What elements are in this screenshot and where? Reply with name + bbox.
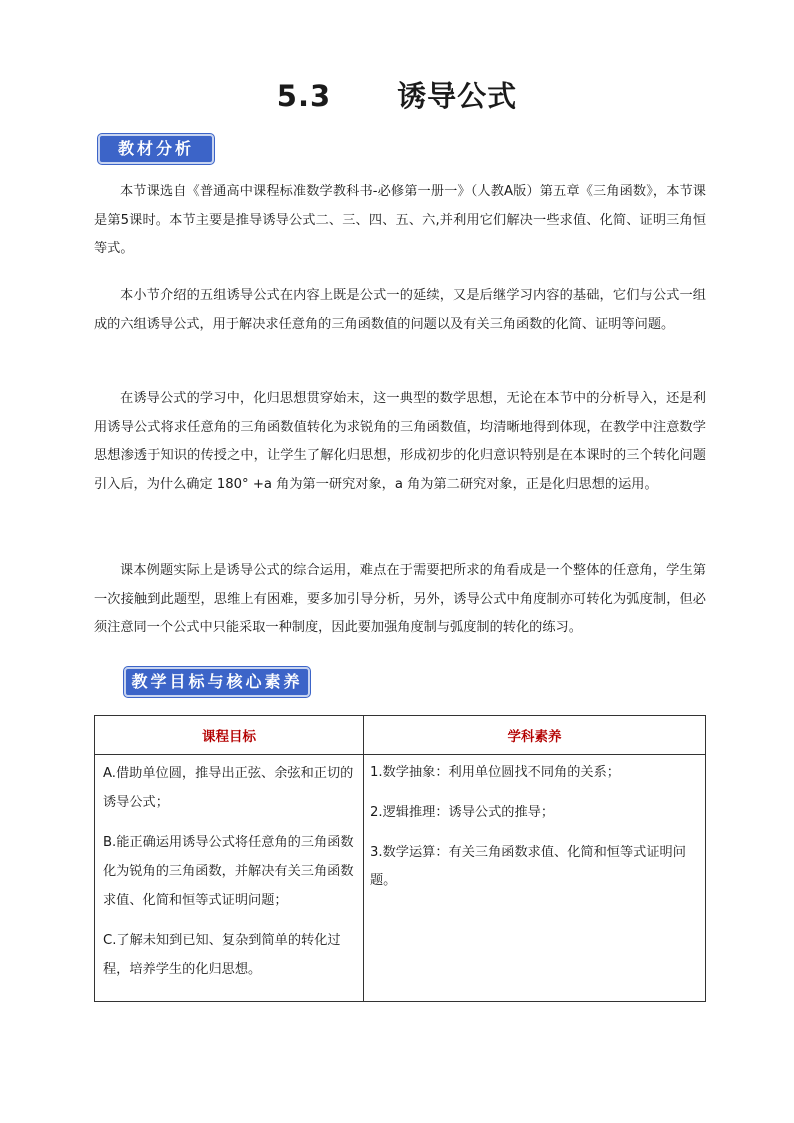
core-item-2: 2.逻辑推理：诱导公式的推导；	[370, 805, 555, 820]
header-course-goals: 课程目标	[95, 716, 364, 755]
paragraph-4: 课本例题实际上是诱导公式的综合运用，难点在于需要把所求的角看成是一个整体的任意角，学生第一次接触到此题型，思维上有困难，要多加引导分析，另外，诱导公式中角度制亦可转化为弧度制，但必须注意同一个公式中只能采取一种制度，因此要加强角度制与弧度制的转化的练习。	[94, 563, 706, 635]
core-item-1: 1.数学抽象：利用单位圆找不同角的关系；	[370, 765, 620, 780]
course-goals-cell	[95, 755, 364, 1002]
header-core-literacy: 学科素养	[364, 716, 706, 755]
page-title	[0, 74, 794, 114]
section-number: 5.3	[276, 79, 332, 113]
goals-table	[94, 715, 706, 1002]
section-tag-analysis: 教材分析	[98, 134, 214, 164]
paragraph-1: 本节课选自《普通高中课程标准数学教科书-必修第一册一》（人教A版）第五章《三角函数》，本节课是第5课时。本节主要是推导诱导公式二、三、四、五、六,并利用它们解决一些求值、化简、证明三角恒等式。	[94, 184, 706, 256]
core-item-3: 3.数学运算：有关三角函数求值、化简和恒等式证明问题。	[370, 845, 686, 888]
title-text: 诱导公式	[397, 79, 518, 113]
paragraph-3: 在诱导公式的学习中，化归思想贯穿始末，这一典型的数学思想，无论在本节中的分析导入，还是利用诱导公式将求任意角的三角函数值转化为求锐角的三角函数值，均清晰地得到体现，在教学中注意数学思想渗透于知识的传授之中，让学生了解化归思想，形成初步的化归意识特别是在本课时的三个转化问题引入后，为什么确定 180° +a 角为第一研究对象，a 角为第二研究对象，正是化归思想的运用。	[94, 391, 706, 492]
core-literacy-cell	[364, 755, 706, 1002]
goal-item-a: A.借助单位圆，推导出正弦、余弦和正切的诱导公式；	[103, 766, 354, 810]
paragraph-2: 本小节介绍的五组诱导公式在内容上既是公式一的延续，又是后继学习内容的基础，它们与公式一组成的六组诱导公式，用于解决求任意角的三角函数值的问题以及有关三角函数的化简、证明等问题。	[94, 288, 706, 332]
section-tag-goals: 教学目标与核心素养	[124, 667, 310, 697]
goal-item-c: C.了解未知到已知、复杂到简单的转化过程，培养学生的化归思想。	[103, 933, 341, 977]
goal-item-b: B.能正确运用诱导公式将任意角的三角函数化为锐角的三角函数，并解决有关三角函数求值、化简和恒等式证明问题；	[103, 835, 354, 908]
